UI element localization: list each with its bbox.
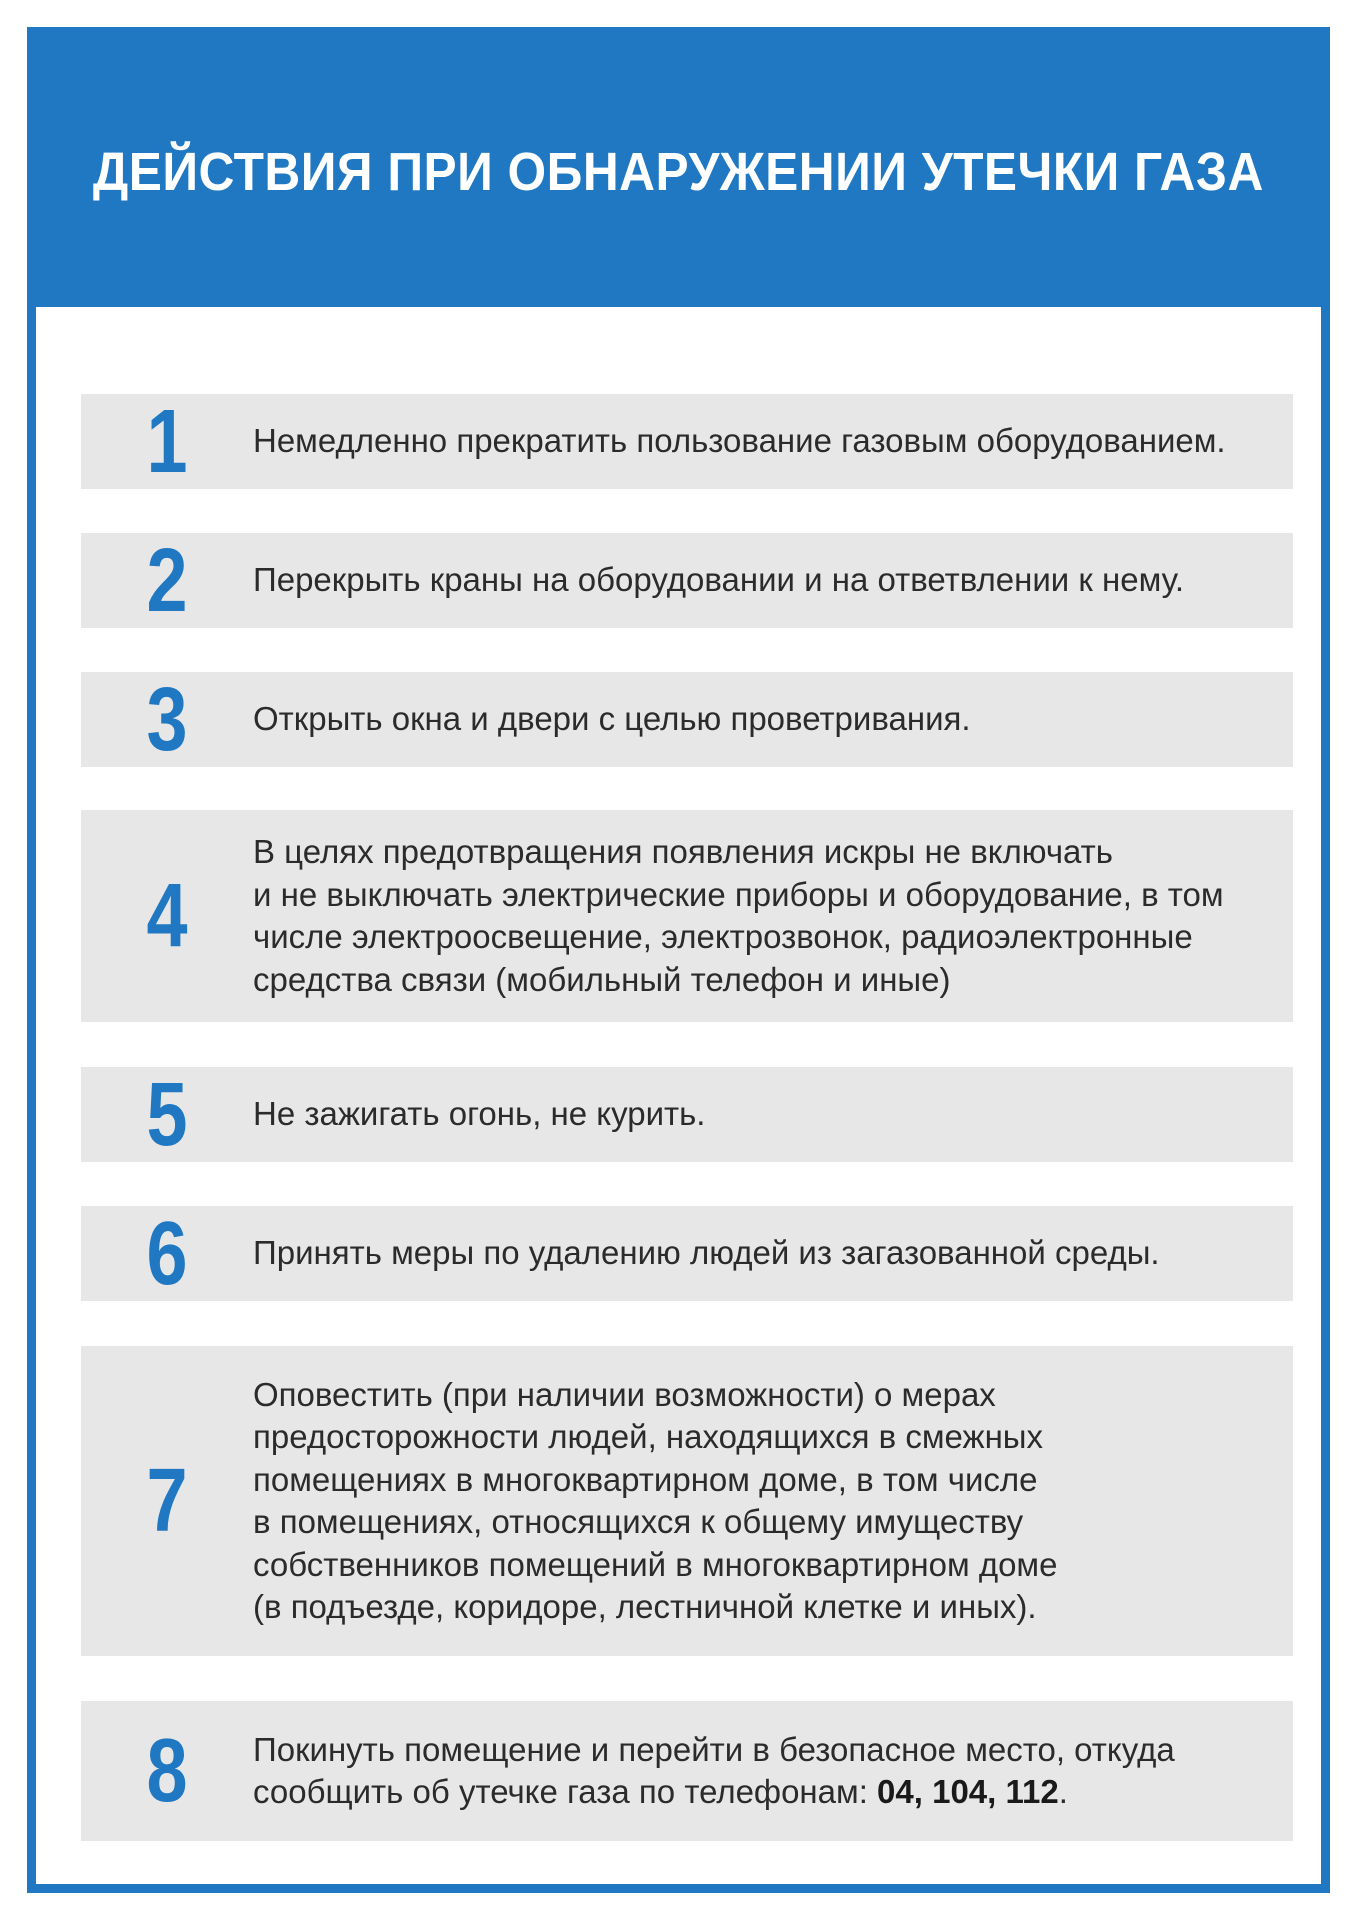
list-item	[81, 1203, 1293, 1304]
item-text: Перекрыть краны на оборудовании и на ответвлении к нему.	[253, 561, 1185, 599]
item-text: Оповестить (при наличии возможности) о мерах предосторожности людей, находящихся в смежных помещениях в многоквартирном доме, в том числе в помещениях, относящихся к общему имуществу собственников помещений в многоквартирном доме (в подъезде, коридоре, лестничной клетке и иных).	[253, 1375, 1058, 1625]
item-number: 1	[146, 391, 188, 492]
page-title: ДЕЙСТВИЯ ПРИ ОБНАРУЖЕНИИ УТЕЧКИ ГАЗА	[93, 141, 1264, 202]
list-item	[81, 669, 1293, 770]
item-number: 7	[146, 1451, 188, 1551]
item-number: 5	[146, 1064, 188, 1165]
item-number: 8	[146, 1721, 188, 1821]
item-text-line: Покинуть помещение и перейти в безопасное место, откуда	[253, 1730, 1175, 1768]
item-text: Немедленно прекратить пользование газовым оборудованием.	[253, 422, 1226, 460]
list-item	[81, 810, 1293, 1022]
item-text: Принять меры по удалению людей из загазованной среды.	[253, 1234, 1160, 1272]
item-text: Не зажигать огонь, не курить.	[253, 1095, 706, 1133]
item-number: 3	[146, 669, 188, 770]
header-banner	[36, 36, 1321, 307]
list-item	[81, 1701, 1293, 1841]
item-text	[253, 1729, 1293, 1814]
phone-numbers: 04, 104, 112	[877, 1773, 1059, 1810]
list-item	[81, 1346, 1293, 1656]
list-item	[81, 1064, 1293, 1165]
list-item	[81, 391, 1293, 492]
item-number: 2	[146, 530, 188, 631]
item-text: В целях предотвращения появления искры не включать и не выключать электрические приборы и оборудование, в том числе электроосвещение, электрозвонок, радиоэлектронные средства связи (мобильный телефон и иные)	[253, 833, 1224, 998]
item-text-prefix: сообщить об утечке газа по телефонам:	[253, 1773, 878, 1810]
list-item	[81, 530, 1293, 631]
item-number: 4	[146, 866, 188, 966]
poster-frame	[27, 27, 1330, 1893]
item-text-line	[253, 1771, 1253, 1814]
item-number: 6	[146, 1203, 188, 1304]
item-text: Открыть окна и двери с целью проветривания.	[253, 700, 971, 738]
item-text-suffix: .	[1058, 1773, 1068, 1810]
